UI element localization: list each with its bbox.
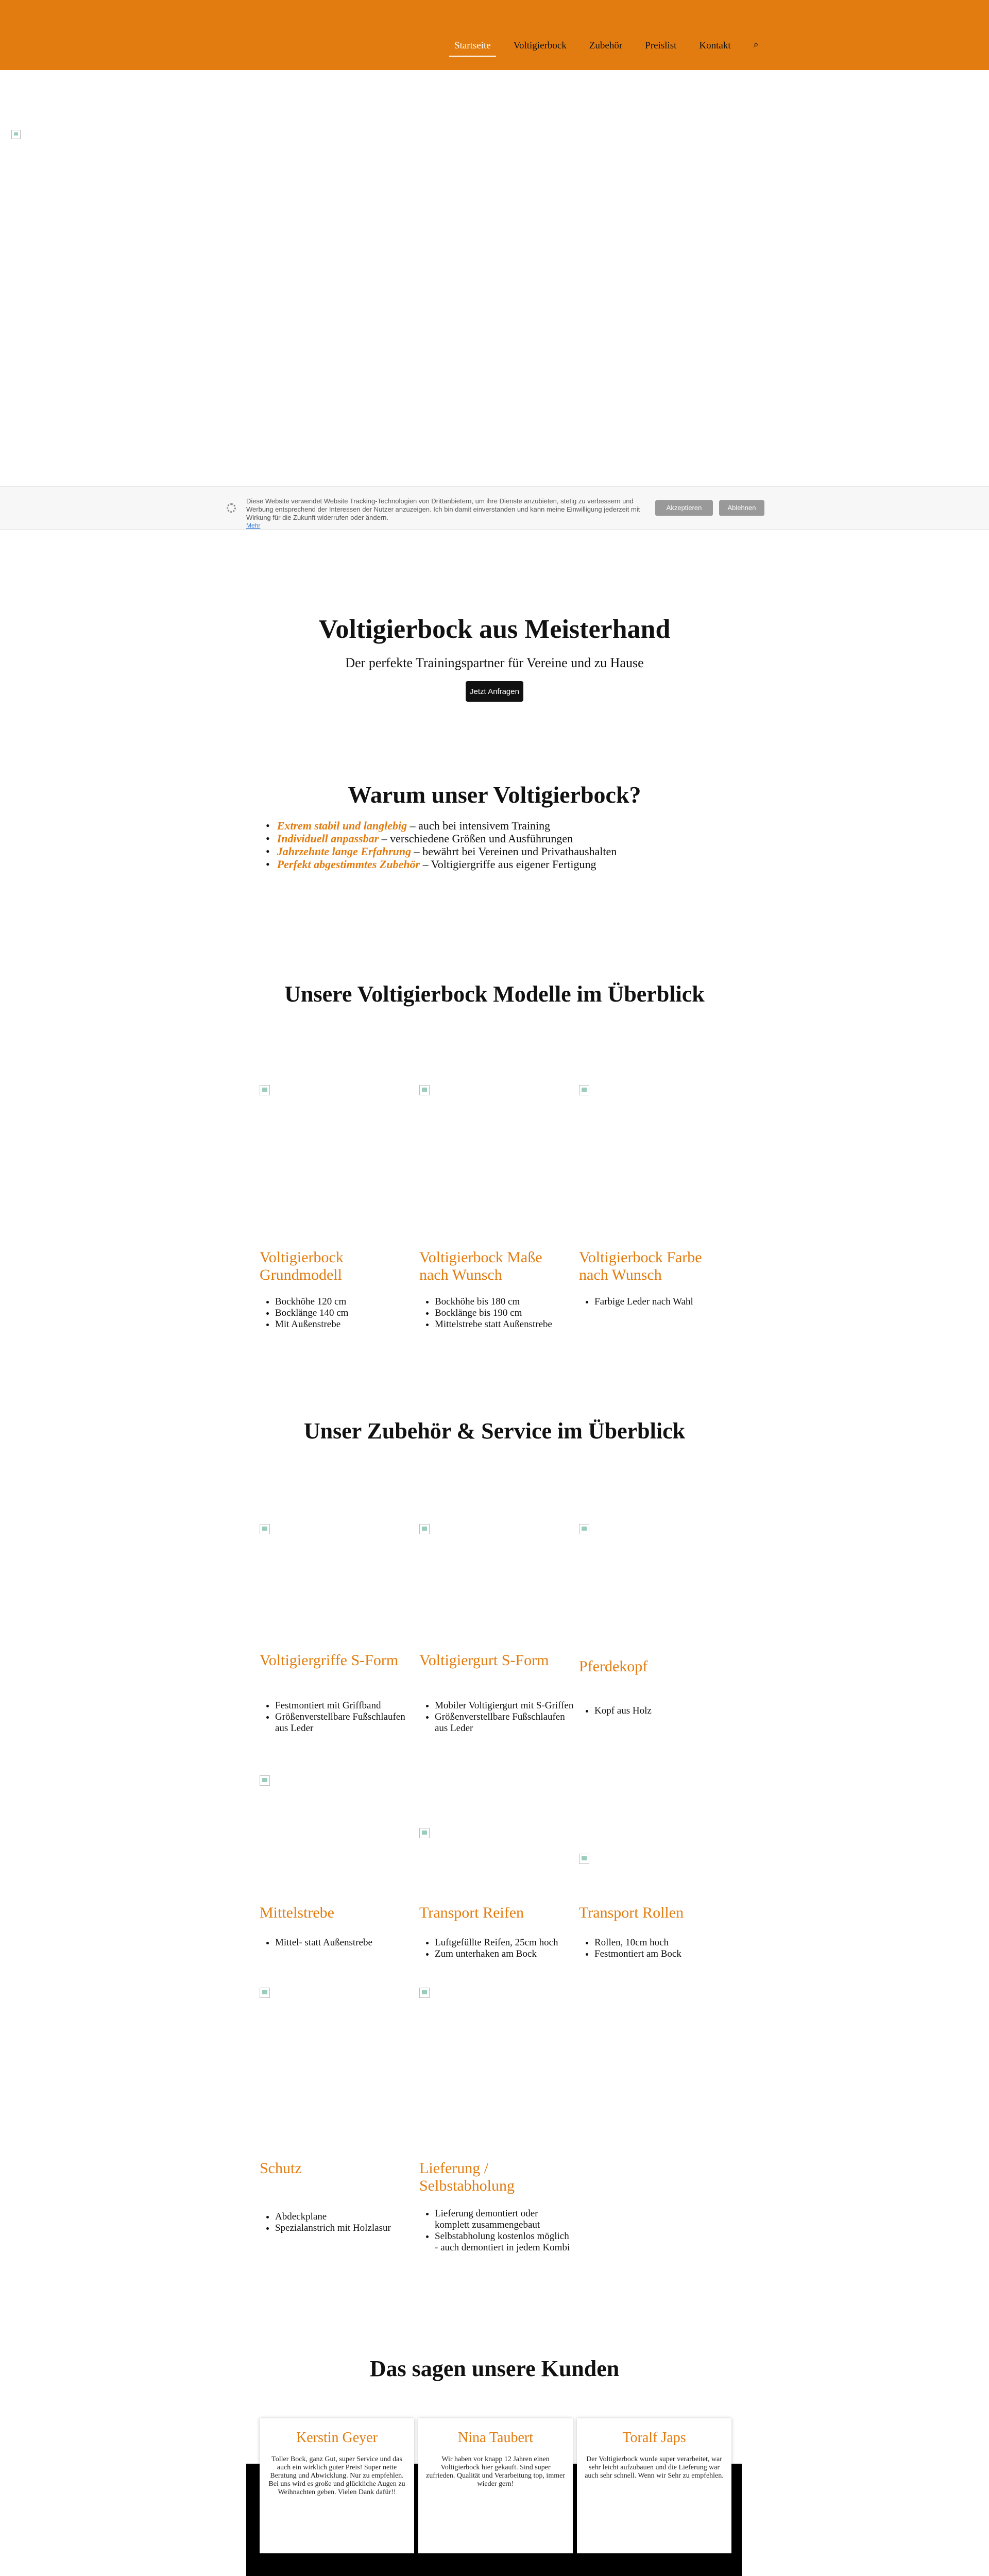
review-text: Der Voltigierbock wurde super verarbeitet, war sehr leicht aufzubauen und die Lieferung war auch sehr schnell. Wenn wir Sehr zu empfehlen. bbox=[585, 2455, 724, 2480]
accessory-card bbox=[419, 1988, 574, 2256]
accessories-title: Unser Zubehör & Service im Überblick bbox=[303, 1418, 686, 1444]
accessory-card bbox=[260, 1988, 414, 2233]
card-list: • Mobiler Voltigiergurt mit S-Griffen • Größenverstellbare Fußschlaufen aus Leder bbox=[435, 1700, 574, 1734]
card-list: • Festmontiert mit Griffband • Größenverstellbare Fußschlaufen aus Leder bbox=[275, 1700, 414, 1734]
image-icon bbox=[260, 1988, 270, 1998]
gear-icon[interactable] bbox=[227, 503, 236, 513]
cookie-decline-button[interactable]: Ablehnen bbox=[719, 500, 764, 516]
hero-section bbox=[0, 70, 989, 486]
image-icon bbox=[260, 1085, 270, 1095]
card-list: • Mittel- statt Außenstrebe bbox=[275, 1937, 414, 1948]
image-icon bbox=[579, 1524, 589, 1534]
nav-zubehoer[interactable]: Zubehör bbox=[589, 40, 623, 51]
search-icon[interactable]: ⌕ bbox=[753, 39, 759, 49]
reviewer-name: Kerstin Geyer bbox=[296, 2430, 378, 2446]
image-icon bbox=[419, 1524, 430, 1534]
card-title: Voltigiergriffe S-Form bbox=[260, 1652, 399, 1669]
list-item: • Jahrzehnte lange Erfahrung – bewährt bei Vereinen und Privathaushalten bbox=[266, 845, 617, 858]
image-icon bbox=[579, 1085, 589, 1095]
page-title: Voltigierbock aus Meisterhand bbox=[318, 615, 671, 644]
card-title: Lieferung / Selbstabholung bbox=[419, 2160, 515, 2194]
card-list: • Bockhöhe bis 180 cm • Bocklänge bis 190 cm • Mittelstrebe statt Außenstrebe bbox=[435, 1296, 574, 1330]
card-list: • Farbige Leder nach Wahl bbox=[594, 1296, 734, 1308]
review-text: Toller Bock, ganz Gut, super Service und das auch ein wirklich guter Preis! Super nette Beratung und Abwicklung. Nur zu empfehlen. Bei uns wird es große und glückliche Augen zu Weihnachten geben. Vielen Dank dafür!! bbox=[268, 2455, 405, 2496]
accessory-card bbox=[579, 1854, 734, 1962]
card-title: Schutz bbox=[260, 2160, 302, 2177]
nav-startseite[interactable]: Startseite bbox=[443, 37, 502, 57]
why-title: Warum unser Voltigierbock? bbox=[348, 782, 641, 808]
card-list: • Lieferung demontiert oder komplett zusammengebaut • Selbstabholung kostenlos möglich - auch demontiert in jedem Kombi bbox=[435, 2208, 574, 2253]
cta-button[interactable]: Jetzt Anfragen bbox=[466, 681, 523, 702]
model-card bbox=[260, 1085, 414, 1353]
card-list: • Kopf aus Holz bbox=[594, 1705, 734, 1717]
image-icon bbox=[579, 1854, 589, 1864]
nav-voltigierbock[interactable]: Voltigierbock bbox=[513, 40, 567, 51]
list-item: • Extrem stabil und langlebig – auch bei intensivem Training bbox=[266, 819, 617, 832]
card-title: Mittelstrebe bbox=[260, 1904, 334, 1921]
site-header bbox=[0, 0, 989, 70]
hero-image-icon bbox=[11, 130, 21, 139]
review-text: Wir haben vor knapp 12 Jahren einen Voltigierbock hier gekauft. Sind super zufrieden. Qualität und Verarbeitung top, immer wieder gern! bbox=[426, 2455, 565, 2488]
image-icon bbox=[260, 1524, 270, 1534]
card-list: • Bockhöhe 120 cm • Bocklänge 140 cm • Mit Außenstrebe bbox=[275, 1296, 414, 1330]
reviewer-name: Nina Taubert bbox=[457, 2430, 534, 2446]
card-list: • Abdeckplane • Spezialanstrich mit Holzlasur bbox=[275, 2211, 414, 2234]
accessory-card bbox=[260, 1524, 414, 1745]
accessory-card bbox=[419, 1828, 574, 1962]
reviewer-name: Toralf Japs bbox=[622, 2430, 686, 2446]
cookie-more-link[interactable]: Mehr bbox=[246, 522, 261, 529]
image-icon bbox=[419, 1988, 430, 1998]
review-card bbox=[260, 2418, 414, 2553]
card-title: Transport Rollen bbox=[579, 1904, 684, 1921]
main-nav bbox=[443, 37, 770, 57]
cookie-accept-button[interactable]: Akzeptieren bbox=[655, 500, 713, 516]
image-icon bbox=[419, 1828, 430, 1838]
card-title: Transport Reifen bbox=[419, 1904, 524, 1921]
reviews-title: Das sagen unsere Kunden bbox=[369, 2356, 620, 2381]
list-item: • Perfekt abgestimmtes Zubehör – Voltigiergriffe aus eigener Fertigung bbox=[266, 858, 617, 871]
cookie-banner bbox=[0, 486, 989, 530]
model-card bbox=[419, 1085, 574, 1353]
card-title: Voltigierbock Farbe nach Wunsch bbox=[579, 1249, 702, 1283]
review-card bbox=[418, 2418, 573, 2553]
accessory-card bbox=[579, 1524, 734, 1745]
card-title: Pferdekopf bbox=[579, 1658, 648, 1675]
nav-kontakt[interactable]: Kontakt bbox=[699, 40, 731, 51]
list-item: • Individuell anpassbar – verschiedene Größen und Ausführungen bbox=[266, 832, 617, 845]
image-icon bbox=[260, 1775, 270, 1786]
page-subtitle: Der perfekte Trainingspartner für Vereine und zu Hause bbox=[345, 655, 644, 670]
card-title: Voltigiergurt S-Form bbox=[419, 1652, 549, 1669]
card-list: • Luftgefüllte Reifen, 25cm hoch • Zum unterhaken am Bock bbox=[435, 1937, 574, 1960]
card-list: • Rollen, 10cm hoch • Festmontiert am Bock bbox=[594, 1937, 734, 1960]
nav-preislist[interactable]: Preislist bbox=[645, 40, 677, 51]
model-card bbox=[579, 1085, 734, 1353]
accessory-card bbox=[260, 1775, 414, 1961]
card-title: Voltigierbock Maße nach Wunsch bbox=[419, 1249, 542, 1283]
review-card bbox=[577, 2418, 731, 2553]
image-icon bbox=[419, 1085, 430, 1095]
cookie-text: Diese Website verwendet Website Tracking-Technologien von Drittanbietern, um ihre Dienste anzubieten, stetig zu verbessern und Werbung entsprechend der Interessen der Nutzer anzuzeigen. Ich bin damit einverstanden und kann meine Einwilligung jederzeit mit Wirkung für die Zukunft widerrufen oder ändern. bbox=[246, 497, 640, 521]
card-title: Voltigierbock Grundmodell bbox=[260, 1249, 344, 1283]
models-title: Unsere Voltigierbock Modelle im Überblick bbox=[284, 981, 705, 1007]
why-list bbox=[266, 819, 617, 871]
accessory-card bbox=[419, 1524, 574, 1745]
